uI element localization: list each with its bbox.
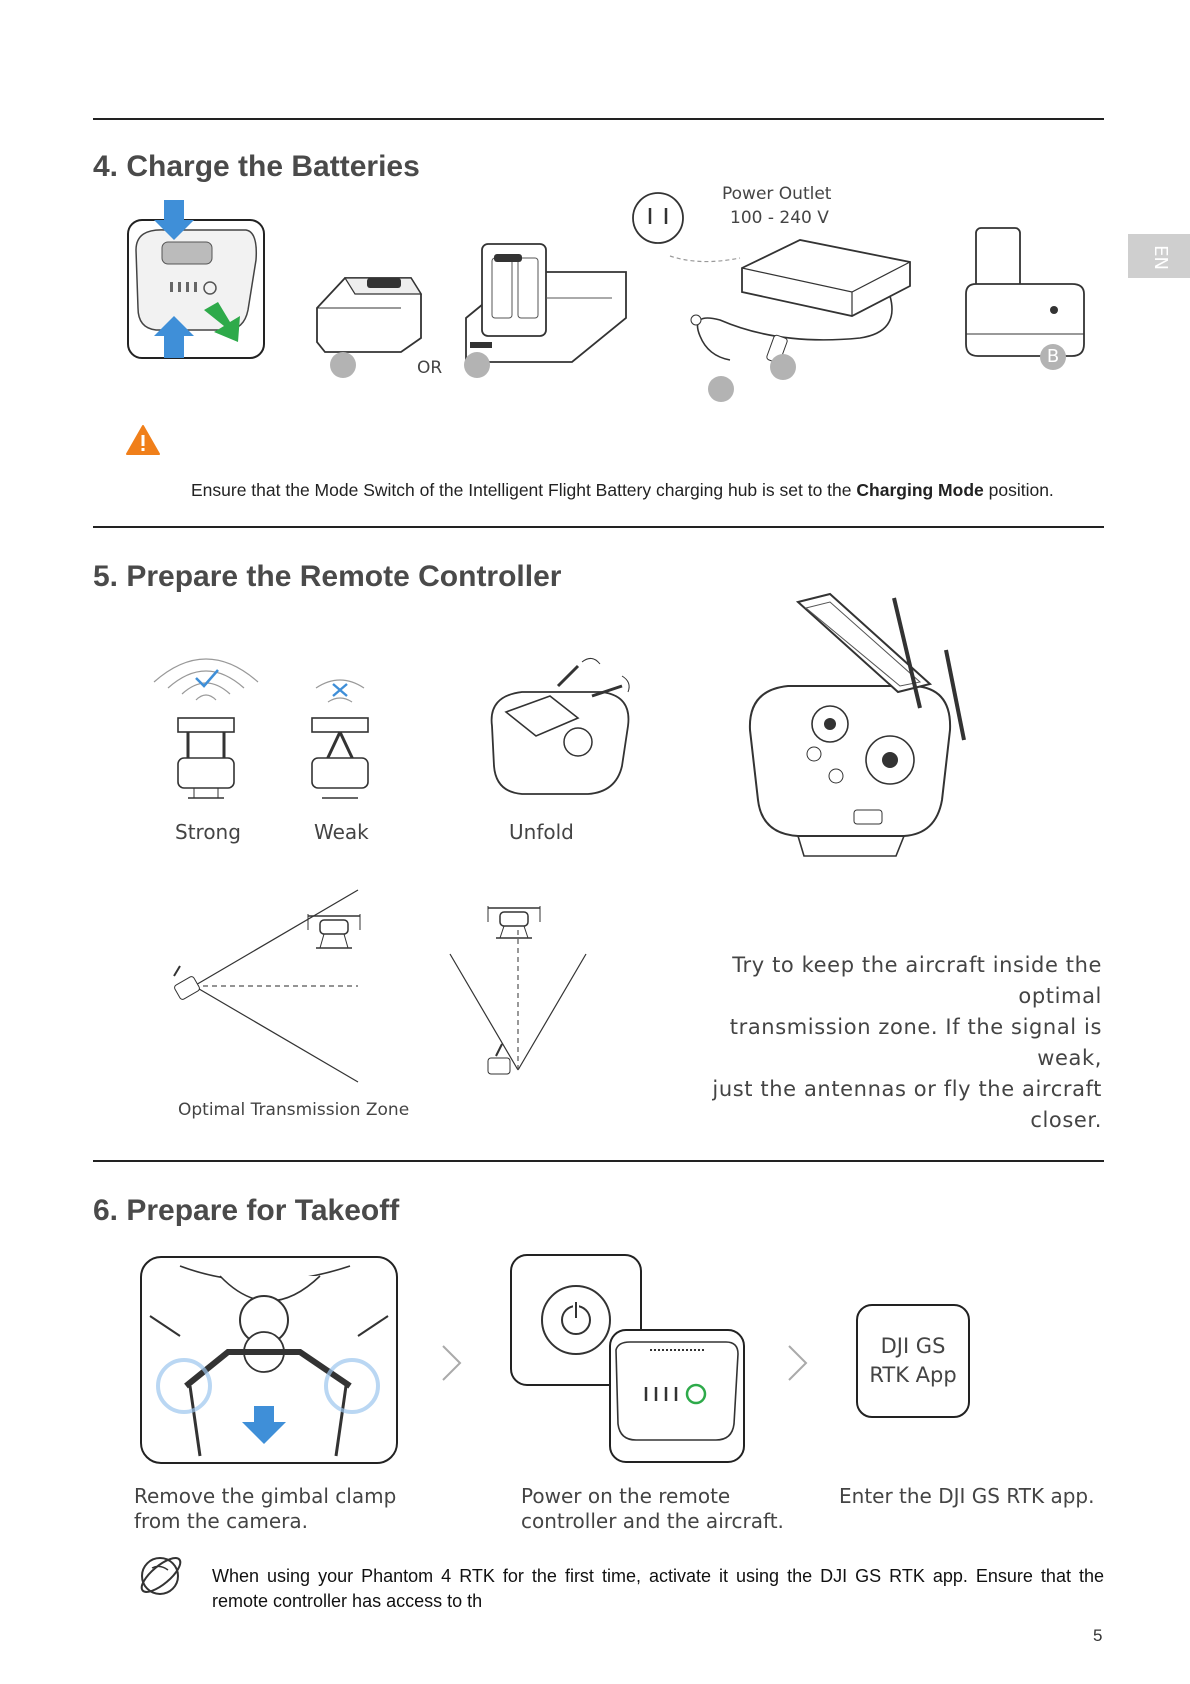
- unfold-controller-illustration: [482, 656, 642, 806]
- power-on-illustration: [510, 1254, 746, 1466]
- caution-note-bold: Charging Mode: [856, 480, 984, 500]
- step-caption-line: from the camera.: [134, 1509, 308, 1533]
- app-name-line: DJI GS: [880, 1334, 946, 1358]
- section-4-title: 4. Charge the Batteries: [93, 150, 420, 183]
- power-outlet-label: Power Outlet: [722, 184, 832, 204]
- marker-circle: [770, 354, 796, 380]
- language-tab-label: EN: [1149, 245, 1171, 270]
- battery-illustration: [315, 268, 425, 354]
- or-label: OR: [417, 358, 443, 378]
- optimal-zone-label: Optimal Transmission Zone: [178, 1100, 410, 1120]
- tip-line: transmission zone. If the signal is weak,: [729, 1015, 1102, 1070]
- drone-icon: [488, 906, 540, 938]
- page-number: 5: [1093, 1626, 1103, 1645]
- gimbal-clamp-illustration: [140, 1256, 398, 1464]
- step-caption-line: controller and the aircraft.: [521, 1509, 784, 1533]
- section-divider: [93, 526, 1104, 528]
- first-use-note: [212, 1564, 1104, 1614]
- step-3-caption: Enter the DJI GS RTK app.: [839, 1484, 1095, 1508]
- strong-signal-illustration: [148, 646, 264, 806]
- weak-label: Weak: [314, 820, 369, 844]
- section-5-title: 5. Prepare the Remote Controller: [93, 560, 562, 593]
- tip-line: Try to keep the aircraft inside the optimal: [732, 953, 1102, 1008]
- section-divider: [93, 118, 1104, 120]
- step-caption-line: Remove the gimbal clamp: [134, 1484, 397, 1508]
- charging-hub-illustration: [462, 238, 632, 368]
- marker-circle: [708, 376, 734, 402]
- section-6-title: 6. Prepare for Takeoff: [93, 1194, 400, 1227]
- voltage-label: 100 - 240 V: [730, 208, 829, 228]
- chevron-right-icon: [786, 1344, 810, 1382]
- note-line: remote controller has access to th: [212, 1591, 483, 1611]
- caution-note: [191, 480, 1054, 501]
- chevron-right-icon: [440, 1344, 464, 1382]
- remote-controller-illustration: [744, 590, 984, 870]
- tip-line: just the antennas or fly the aircraft closer.: [712, 1077, 1102, 1132]
- planet-note-icon: [136, 1550, 186, 1600]
- transmission-zone-side-diagram: [166, 886, 406, 1086]
- battery-closeup-illustration: [126, 200, 266, 360]
- drone-icon: [308, 914, 360, 948]
- transmission-tip: [674, 950, 1102, 1136]
- section-divider: [93, 1160, 1104, 1162]
- marker-circle: [464, 352, 490, 378]
- transmission-zone-top-diagram: [448, 890, 588, 1090]
- weak-signal-illustration: [300, 666, 380, 806]
- marker-circle-b: B: [1040, 344, 1066, 370]
- language-tab: [1128, 234, 1190, 278]
- battery-charger-illustration: [962, 224, 1092, 364]
- app-name-line: RTK App: [869, 1363, 957, 1387]
- step-caption-line: Power on the remote: [521, 1484, 731, 1508]
- caution-note-end: position.: [983, 480, 1054, 500]
- warning-icon: [125, 424, 161, 456]
- note-line: When using your Phantom 4 RTK for the first time, activate it using the DJI GS RTK app. Ensure that the: [212, 1566, 1104, 1586]
- unfold-label: Unfold: [509, 820, 574, 844]
- step-2-caption: [521, 1484, 784, 1534]
- marker-circle: [330, 352, 356, 378]
- step-1-caption: [134, 1484, 396, 1534]
- app-icon-box: [856, 1304, 970, 1418]
- caution-note-text: Ensure that the Mode Switch of the Intelligent Flight Battery charging hub is set to the: [191, 480, 857, 500]
- strong-label: Strong: [175, 820, 241, 844]
